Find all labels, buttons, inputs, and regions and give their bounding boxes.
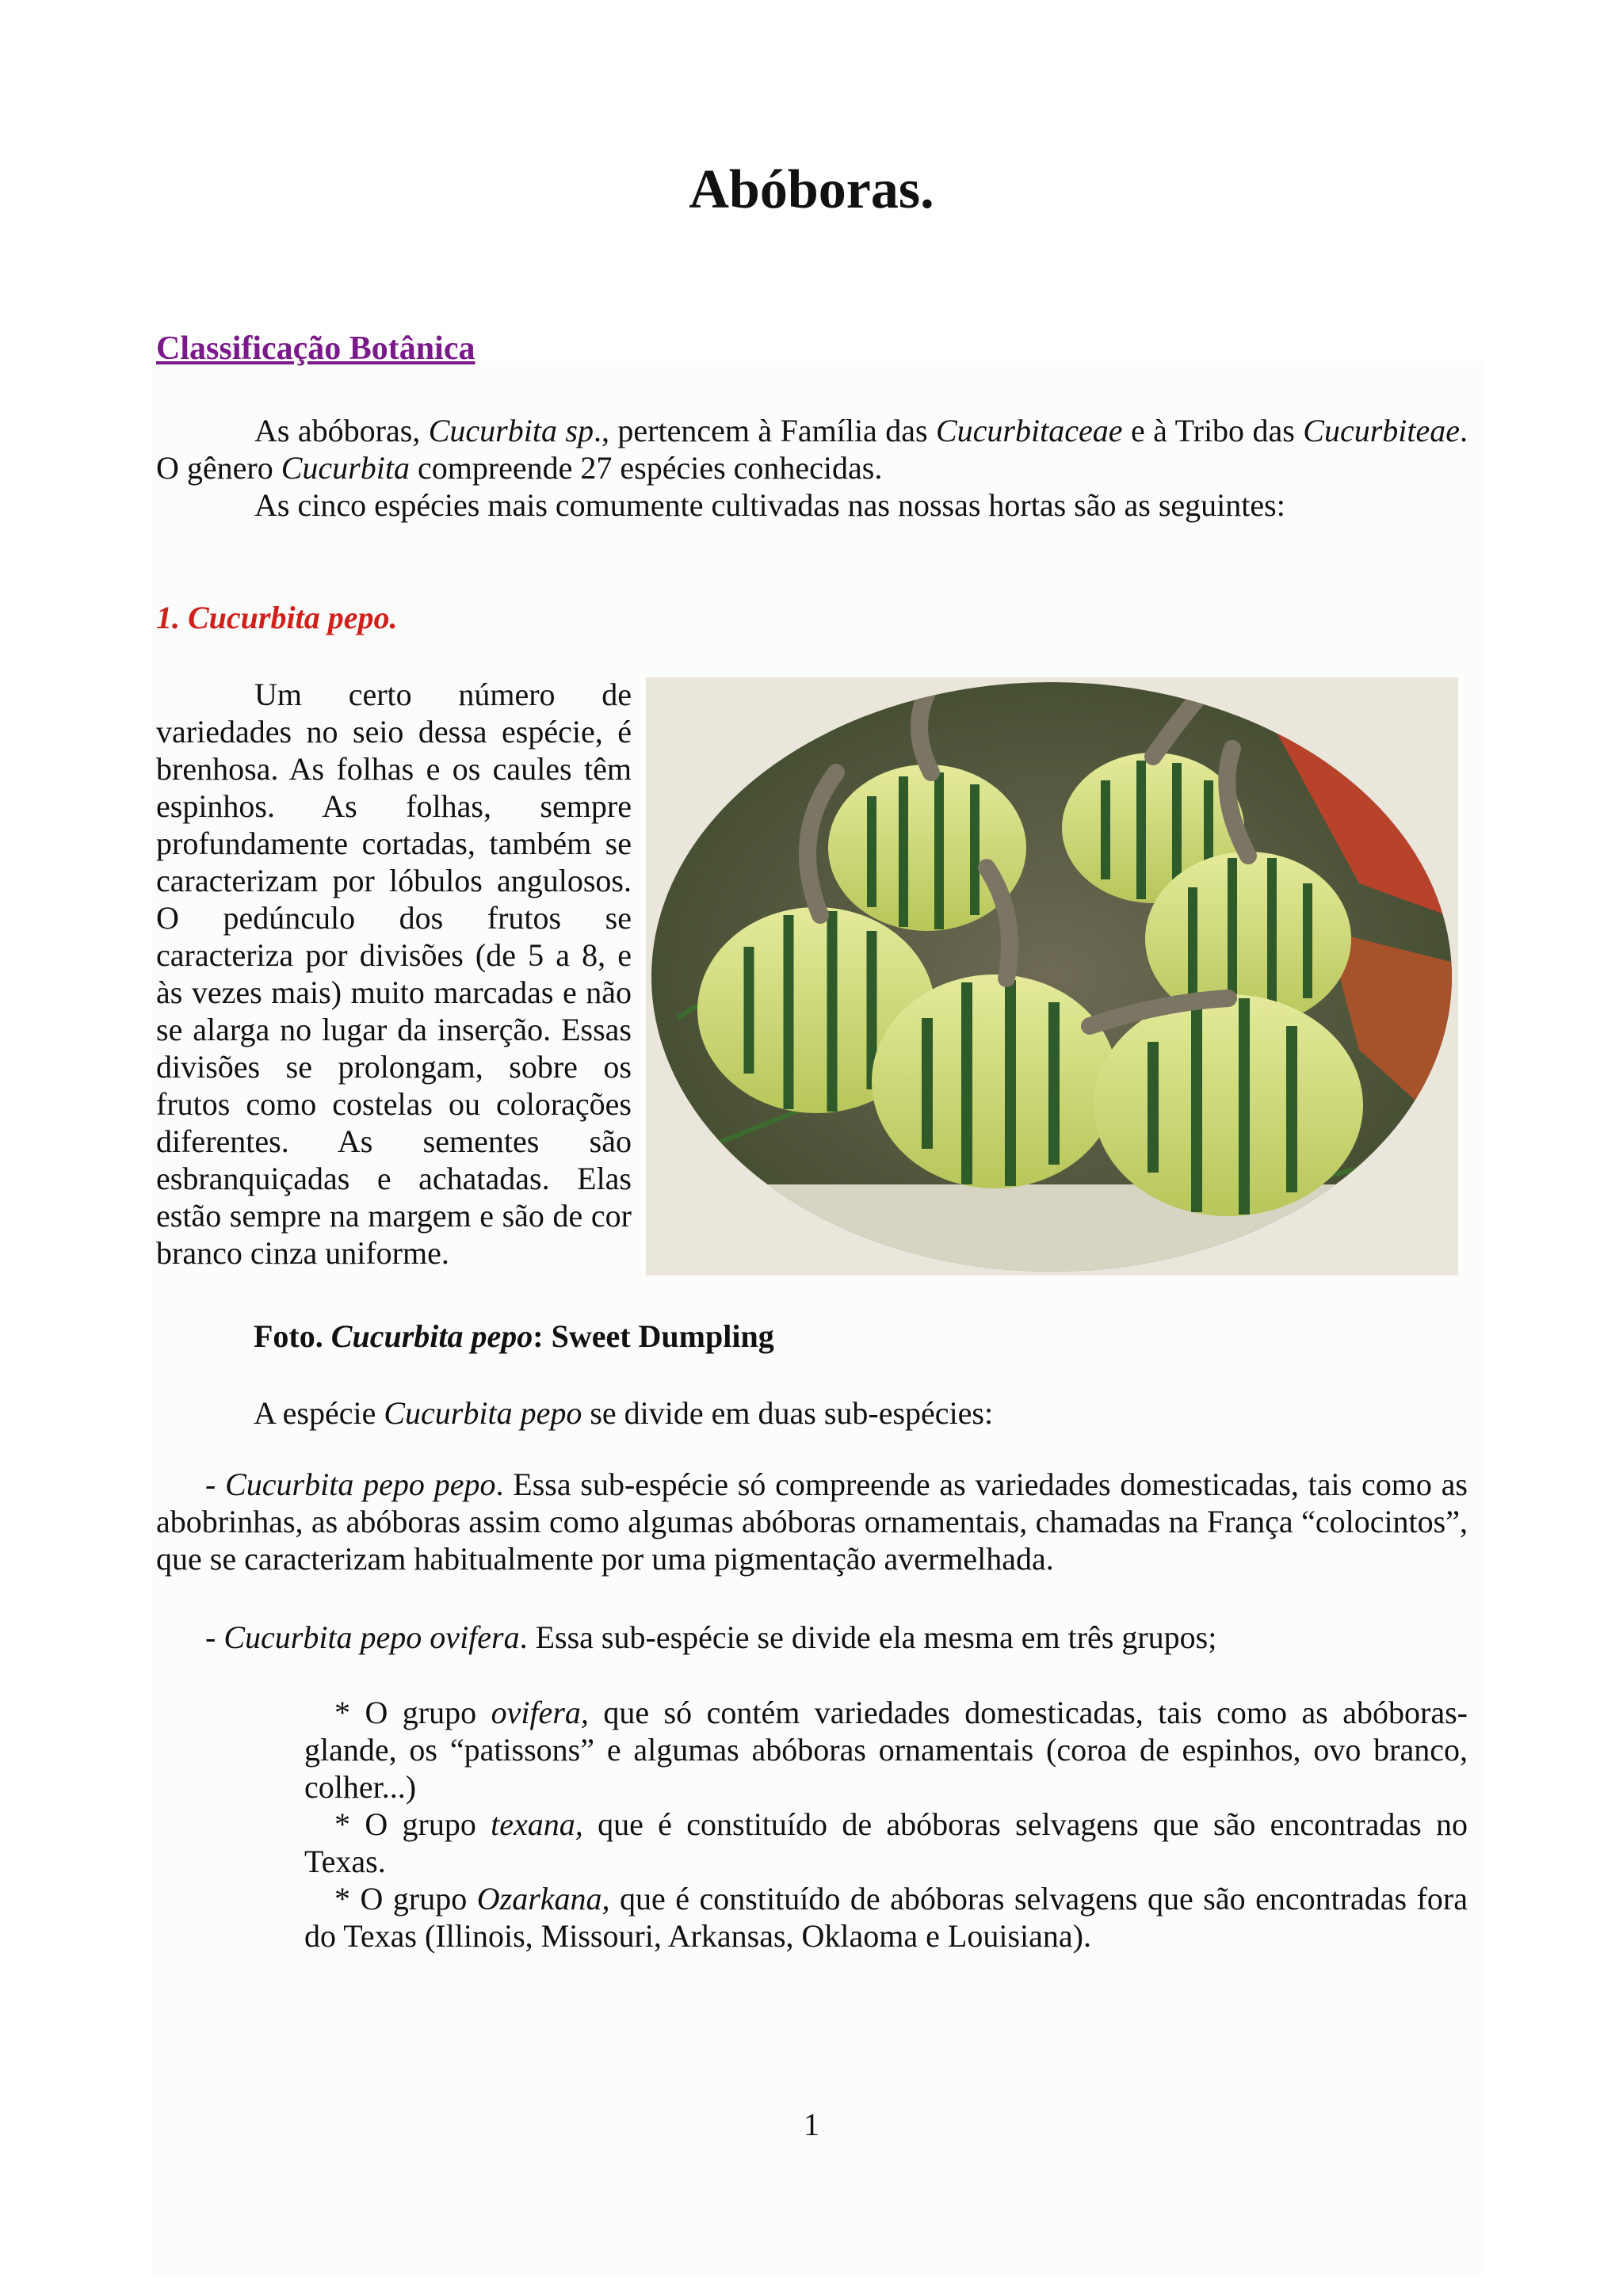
photo-caption: Foto. Cucurbita pepo: Sweet Dumpling <box>254 1318 774 1354</box>
species-description: Um certo número de variedades no seio dessa espécie, é brenhosa. As folhas e os caules têm espinhos. As folhas, sempre profundamente cortadas, também se caracterizam por lóbulos angulosos. O pedúnculo dos frutos se caracteriza por divisões (de 5 a 8, e às vezes mais) muito marcadas e não se alarga no lugar da inserção. Essas divisões se prolongam, sobre os frutos como costelas ou colorações diferentes. As sementes são esbranquiçadas e achatadas. Elas estão sempre na margem e são de cor branco cinza uniforme. <box>156 677 632 1271</box>
subspecies-ovifera-paragraph: - Cucurbita pepo ovifera. Essa sub-espécie se divide ela mesma em três grupos; <box>205 1619 1217 1655</box>
section-heading: Classificação Botânica <box>156 330 475 367</box>
group-texana: * O grupo texana, que é constituído de abóboras selvagens que são encontradas no Texas. <box>304 1806 1468 1879</box>
group-ovifera: * O grupo ovifera, que só contém variedades domesticadas, tais como as abóboras-glande, os “patissons” e algumas abóboras ornamentais (coroa de espinhos, ovo branco, colher...) <box>304 1695 1468 1805</box>
page-title: Abóboras. <box>689 159 934 220</box>
pumpkin-photo <box>646 677 1458 1276</box>
pumpkin-illustration <box>646 677 1458 1276</box>
intro-line-1: As abóboras, Cucurbita sp., pertencem à Família das Cucurbitaceae e à Tribo das Cucurbiteae. O gênero Cucurbita compreende 27 espécies conhecidas. <box>156 413 1468 486</box>
group-ozarkana: * O grupo Ozarkana, que é constituído de abóboras selvagens que são encontradas fora do Texas (Illinois, Missouri, Arkansas, Oklaoma e Louisiana). <box>304 1881 1468 1954</box>
intro-line-2: As cinco espécies mais comumente cultivadas nas nossas hortas são as seguintes: <box>254 487 1285 523</box>
species-heading: 1. Cucurbita pepo. <box>156 600 398 635</box>
groups-list <box>304 1694 1468 1955</box>
page-number: 1 <box>804 2107 819 2142</box>
subspecies-pepo-paragraph: - Cucurbita pepo pepo. Essa sub-espécie só compreende as variedades domesticadas, tais como as abobrinhas, as abóboras assim como algumas abóboras ornamentais, chamadas na França “colocintos”, que se caracterizam habitualmente por uma pigmentação avermelhada. <box>156 1466 1468 1577</box>
subspecies-intro: A espécie Cucurbita pepo se divide em duas sub-espécies: <box>254 1395 994 1431</box>
intro-paragraph <box>156 412 1468 524</box>
